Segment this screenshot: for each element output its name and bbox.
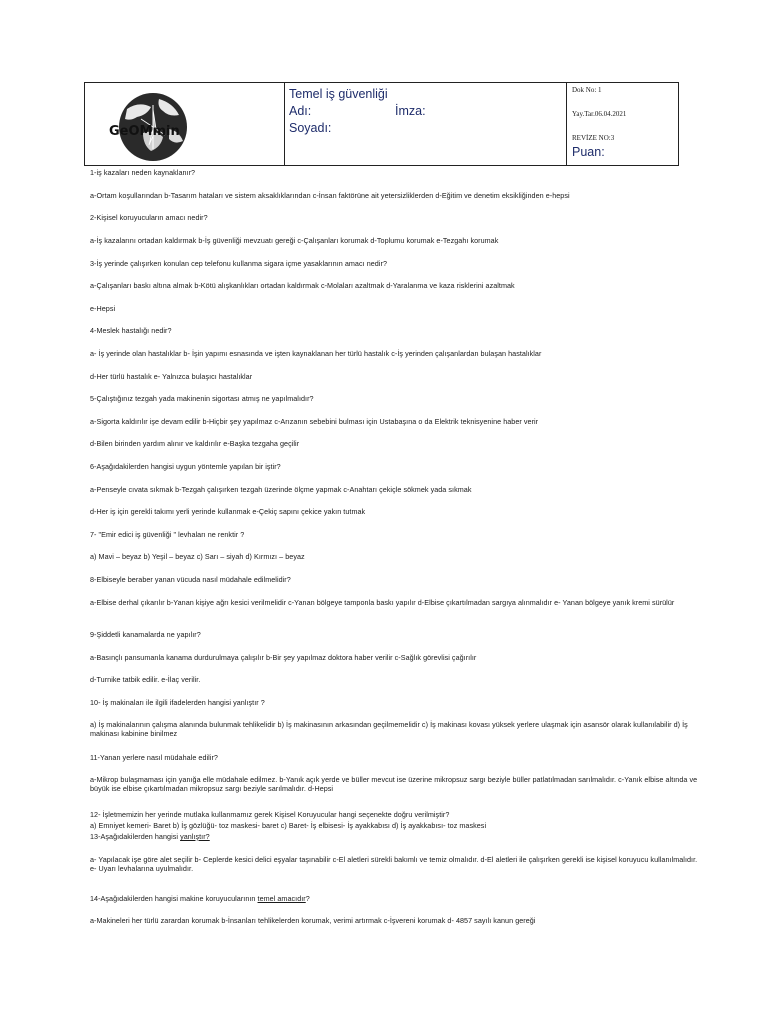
answer-options-11: a-Mikrop bulaşmaması için yanığa elle müdahale edilmez. b-Yanık açık yerde ve büller mevcut ise üzerine mikropsuz sargı beziyle büller patlatılmadan sarılmalıdır. c-Yanık elbise altında ve büyük ise elbise çıkartılmadan mikropsuz sargı beziyle sarılmalıdır. d-Hepsi — [90, 775, 698, 793]
answer-options-9b: d-Turnike tatbik edilir. e-İlaç verilir. — [90, 675, 201, 684]
geomining-logo — [103, 89, 223, 165]
question-2: 2-Kişisel koruyucuların amacı nedir? — [90, 213, 208, 222]
info-cell — [567, 83, 678, 165]
answer-options-1: a-Ortam koşullarından b-Tasarım hataları ve sistem aksaklıklarından c-İnsan faktörüne ait yetersizliklerden d-Eğitim ve denetim eksikliğinden e-hepsi — [90, 191, 570, 200]
question-13-underlined: yanlıştır? — [180, 832, 210, 841]
answer-options-4: a- İş yerinde olan hastalıklar b- İşin yapımı esnasında ve işten kaynaklanan her türlü hastalık c-İş yerinden çalışanlardan bulaşan hastalıklar — [90, 349, 542, 358]
answer-options-5: a-Sigorta kaldırılır işe devam edilir b-Hiçbir şey yapılmaz c-Arızanın sebebini bulması için Ustabaşına o da Elektrik teknisyenine haber verir — [90, 417, 539, 426]
answer-options-3b: e-Hepsi — [90, 304, 116, 313]
answer-options-9: a-Basınçlı pansumanla kanama durdurulmaya çalışılır b-Bir şey yapılmaz doktora haber verilir c-Sağlık görevlisi çağırılır — [90, 653, 477, 662]
answer-options-8: a-Elbise derhal çıkarılır b-Yanan kişiye ağrı kesici verilmelidir c-Yanan bölgeye tamponla baskı yapılır d-Elbise çıkartılmadan sargıya alınmalıdır e- Yanan bölgeye yanık kremi sürülür — [90, 598, 675, 607]
question-10: 10- İş makinaları ile ilgili ifadelerden hangisi yanlıştır ? — [90, 698, 265, 707]
question-9: 9-Şiddetli kanamalarda ne yapılır? — [90, 630, 201, 639]
surname-label: Soyadı: — [289, 121, 332, 135]
answer-options-7: a) Mavi – beyaz b) Yeşil – beyaz c) Sarı – siyah d) Kırmızı – beyaz — [90, 552, 305, 561]
question-5: 5-Çalıştığınız tezgah yada makinenin sigortası atmış ne yapılmalıdır? — [90, 394, 314, 403]
answer-options-6: a-Penseyle cıvata sıkmak b-Tezgah çalışırken tezgah üzerinde ölçme yapmak c-Anahtarı çekiçle sökmek yada sıkmak — [90, 485, 472, 494]
answer-options-6b: d-Her iş için gerekli takımı yerli yerinde kullanmak e-Çekiç sapını çekice yakın tutmak — [90, 507, 366, 516]
question-3: 3-İş yerinde çalışırken konulan cep telefonu kullanma sigara içme yasaklarının amacı nedir? — [90, 259, 387, 268]
revision-number: REVİZE NO:3 — [572, 134, 615, 142]
answer-options-10: a) İş makinalarının çalışma alanında bulunmak tehlikelidir b) İş makinasının arkasından geçilmemelidir c) İş makinası kovası yüksek yerlere ulaşmak için asansör olarak kullanılabilir d) İş makinası kabinine binilmez — [90, 720, 688, 738]
name-label: Adı: — [289, 104, 312, 118]
question-12: 12- İşletmemizin her yerinde mutlaka kullanmamız gerek Kişisel Koruyucular hangi seçenekte doğru verilmiştir? — [90, 810, 450, 819]
question-13-text: 13-Aşağıdakilerden hangisi — [90, 832, 181, 841]
answer-options-14: a-Makineleri her türlü zarardan korumak b-İnsanları tehlikelerden korumak, verimi artırmak c-İşvereni korumak d- 4857 sayılı kanun gereği — [90, 916, 536, 925]
answer-options-4b: d-Her türlü hastalık e- Yalnızca bulaşıcı hastalıklar — [90, 372, 253, 381]
document-title: Temel iş güvenliği — [289, 87, 388, 101]
question-14-text: 14-Aşağıdakilerden hangisi makine koruyucularının — [90, 894, 258, 903]
question-11: 11-Yanan yerlere nasıl müdahale edilir? — [90, 753, 218, 762]
doc-number: Dok No: 1 — [572, 86, 602, 94]
header-table — [84, 82, 679, 166]
logo-cell — [85, 83, 285, 165]
score-label: Puan: — [572, 145, 605, 159]
question-4: 4-Meslek hastalığı nedir? — [90, 326, 172, 335]
answer-options-2: a-İş kazalarını ortadan kaldırmak b-İş güvenliği mevzuatı gereği c-Çalışanları korumak d-Toplumu korumak e-Tezgahı korumak — [90, 236, 499, 245]
logo-text: GeOMmin — [109, 124, 180, 139]
question-8: 8-Elbiseyle beraber yanan vücuda nasıl müdahale edilmelidir? — [90, 575, 291, 584]
question-13 — [90, 832, 700, 841]
answer-options-5b: d-Bilen birinden yardım alınır ve kaldırılır e-Başka tezgaha geçilir — [90, 439, 300, 448]
answer-options-12: a) Emniyet kemeri- Baret b) İş gözlüğü- toz maskesi- baret c) Baret- İş elbisesi- İş ayakkabısı d) İş ayakkabısı- toz maskesi — [90, 821, 487, 830]
question-7: 7- "Emir edici iş güvenliği " levhaları ne renktir ? — [90, 530, 245, 539]
publish-date: Yay.Tar.06.04.2021 — [572, 110, 627, 118]
answer-options-13: a- Yapılacak işe göre alet seçilir b- Ceplerde kesici delici eşyalar taşınabilir c-El aletleri sürekli bakımlı ve temiz olmalıdır. d-El aletleri ile çalışırken gerekli ise kişisel koruyucu kullanılmalıdır. e- Uyarı levhalarına uyulmalıdır. — [90, 855, 698, 873]
answer-options-3: a-Çalışanları baskı altına almak b-Kötü alışkanlıkları ortadan kaldırmak c-Molaları azaltmak d-Yaralanma ve kaza risklerini azaltmak — [90, 281, 515, 290]
signature-label: İmza: — [395, 104, 426, 118]
title-cell — [285, 83, 567, 165]
question-14 — [90, 894, 700, 903]
question-1: 1-iş kazaları neden kaynaklanır? — [90, 168, 196, 177]
question-14-mark: ? — [305, 894, 310, 903]
question-6: 6-Aşağıdakilerden hangisi uygun yöntemle yapılan bir iştir? — [90, 462, 281, 471]
question-14-underlined: temel amacıdır — [257, 894, 306, 903]
